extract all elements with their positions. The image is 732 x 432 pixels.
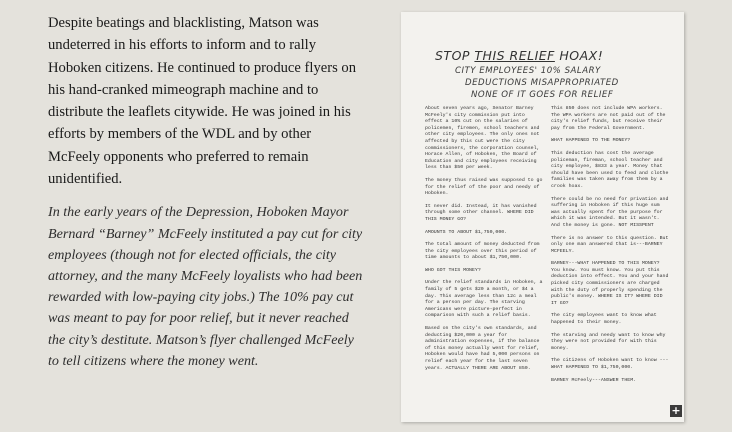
flyer-paragraph: The citizens of Hoboken want to know ---WHAT HAPPENED TO $1,750,000. xyxy=(551,358,669,370)
flyer-right-column xyxy=(551,106,672,390)
flyer-paragraph: The total amount of money deducted from the city employees over this period of time amounts to about $1,750,000. xyxy=(425,242,543,261)
flyer-paragraph: This deduction has cost the average policeman, fireman, school teacher and city employee, $833 a year. Money that should have been used to feed and clothe families was taken away from them by a crook hoax. xyxy=(551,150,672,189)
flyer-headline-underlined: THIS RELIEF xyxy=(474,48,555,63)
flyer-subheadline-3: NONE OF IT GOES FOR RELIEF xyxy=(471,90,614,100)
flyer-headline-suffix: HOAX! xyxy=(554,48,604,63)
flyer-paragraph: About seven years ago, Senator Barney McFeely's city commission put into effect a 10% cut on the salaries of policemen, firemen, school teachers and other city employees. The only ones not affected by this cut were the city commissioners, the corporation counsel, Horace Allen, of Hoboken, the Board of Education and city employees receiving less than $50 per week. xyxy=(425,106,543,171)
flyer-paragraph: There is no answer to this question. But only one man answered that is---BARNEY MCFEELY. xyxy=(551,235,672,254)
flyer-paragraph: The city employees want to know what happened to their money. xyxy=(551,313,660,326)
flyer-subheadline-1: CITY EMPLOYEES' 10% SALARY xyxy=(455,66,601,76)
flyer-paragraph: It never did. Instead, it has vanished through some other channel. WHERE DID THIS MONEY GO? xyxy=(425,203,540,222)
flyer-paragraph: BARNEY---WHAT HAPPENED TO THIS MONEY? You know. You must know. You put this deduction into effect. You and your hand picked city commissioners are charged with the duty of properly spending the public's money. WHERE IS IT? WHERE DID IT GO? xyxy=(551,261,672,306)
flyer-paragraph: The money thus raised was supposed to go for the relief of the poor and needy of Hoboken. xyxy=(425,177,546,197)
zoom-button[interactable] xyxy=(670,405,682,417)
flyer-image[interactable] xyxy=(401,12,684,422)
image-caption: In the early years of the Depression, Hoboken Mayor Bernard “Barney” McFeely instituted a pay cut for city employees (though not for elected officials, the city attorney, and the many McFeely loyalists who had been rewarded with low-paying city jobs.) The 10% pay cut was meant to pay for poor relief, but it never reached the city’s destitute. Matson’s flyer challenged McFeely to tell citizens where the money went. xyxy=(48,204,363,369)
flyer-paragraph: Under the relief standards in Hoboken, a family of 5 gets $20 a month, or $4 a day. This average less than 12c a meal for a person per day. The starving Americans were picture-perfect in comparison with such a relief basis. xyxy=(425,280,546,319)
flyer-paragraph: WHAT HAPPENED TO THE MONEY? xyxy=(551,138,631,144)
flyer-paragraph: WHO GOT THIS MONEY? xyxy=(425,267,481,273)
flyer-headline-prefix: STOP xyxy=(435,48,475,63)
flyer-paragraph: Based on the city's own standards, and deducting $20,000 a year for administration expenses, if the balance of this money actually went for relief, Hoboken would have had 5,000 persons on relief each year for the last seven years. ACTUALLY THERE ARE ABOUT 850. xyxy=(425,326,543,371)
flyer-paragraph: This 850 does not include WPA workers. The WPA workers are not paid out of the city's relief funds, but receive their pay from the Federal Government. xyxy=(551,106,669,131)
flyer-paragraph: AMOUNTS TO ABOUT $1,750,000. xyxy=(425,229,508,235)
flyer-left-column xyxy=(425,106,546,378)
flyer-subheadline-2: DEDUCTIONS MISAPPROPRIATED xyxy=(465,78,619,88)
flyer-paragraph: There could be no need for privation and suffering in Hoboken if this huge sum was actually spent for the purpose for which it was intended. But it wasn't. And the money is gone. NOT MISSPENT xyxy=(551,196,672,228)
article-paragraph: Despite beatings and blacklisting, Matson was undeterred in his efforts to inform and to rally Hoboken citizens. He continued to produce flyers on his hand-cranked mimeograph machine and to distribute the leaflets citywide. He was joined in his efforts by members of the WDL and by other McFeely opponents who preferred to remain unidentified. xyxy=(48,15,357,188)
article-text xyxy=(48,12,366,372)
flyer-headline xyxy=(435,48,675,63)
flyer-paragraph: The starving and needy want to know why they were not provided for with this money. xyxy=(551,332,669,351)
flyer-paragraph: BARNEY McFeely---ANSWER THEM. xyxy=(551,377,637,383)
plus-icon: + xyxy=(671,404,681,417)
